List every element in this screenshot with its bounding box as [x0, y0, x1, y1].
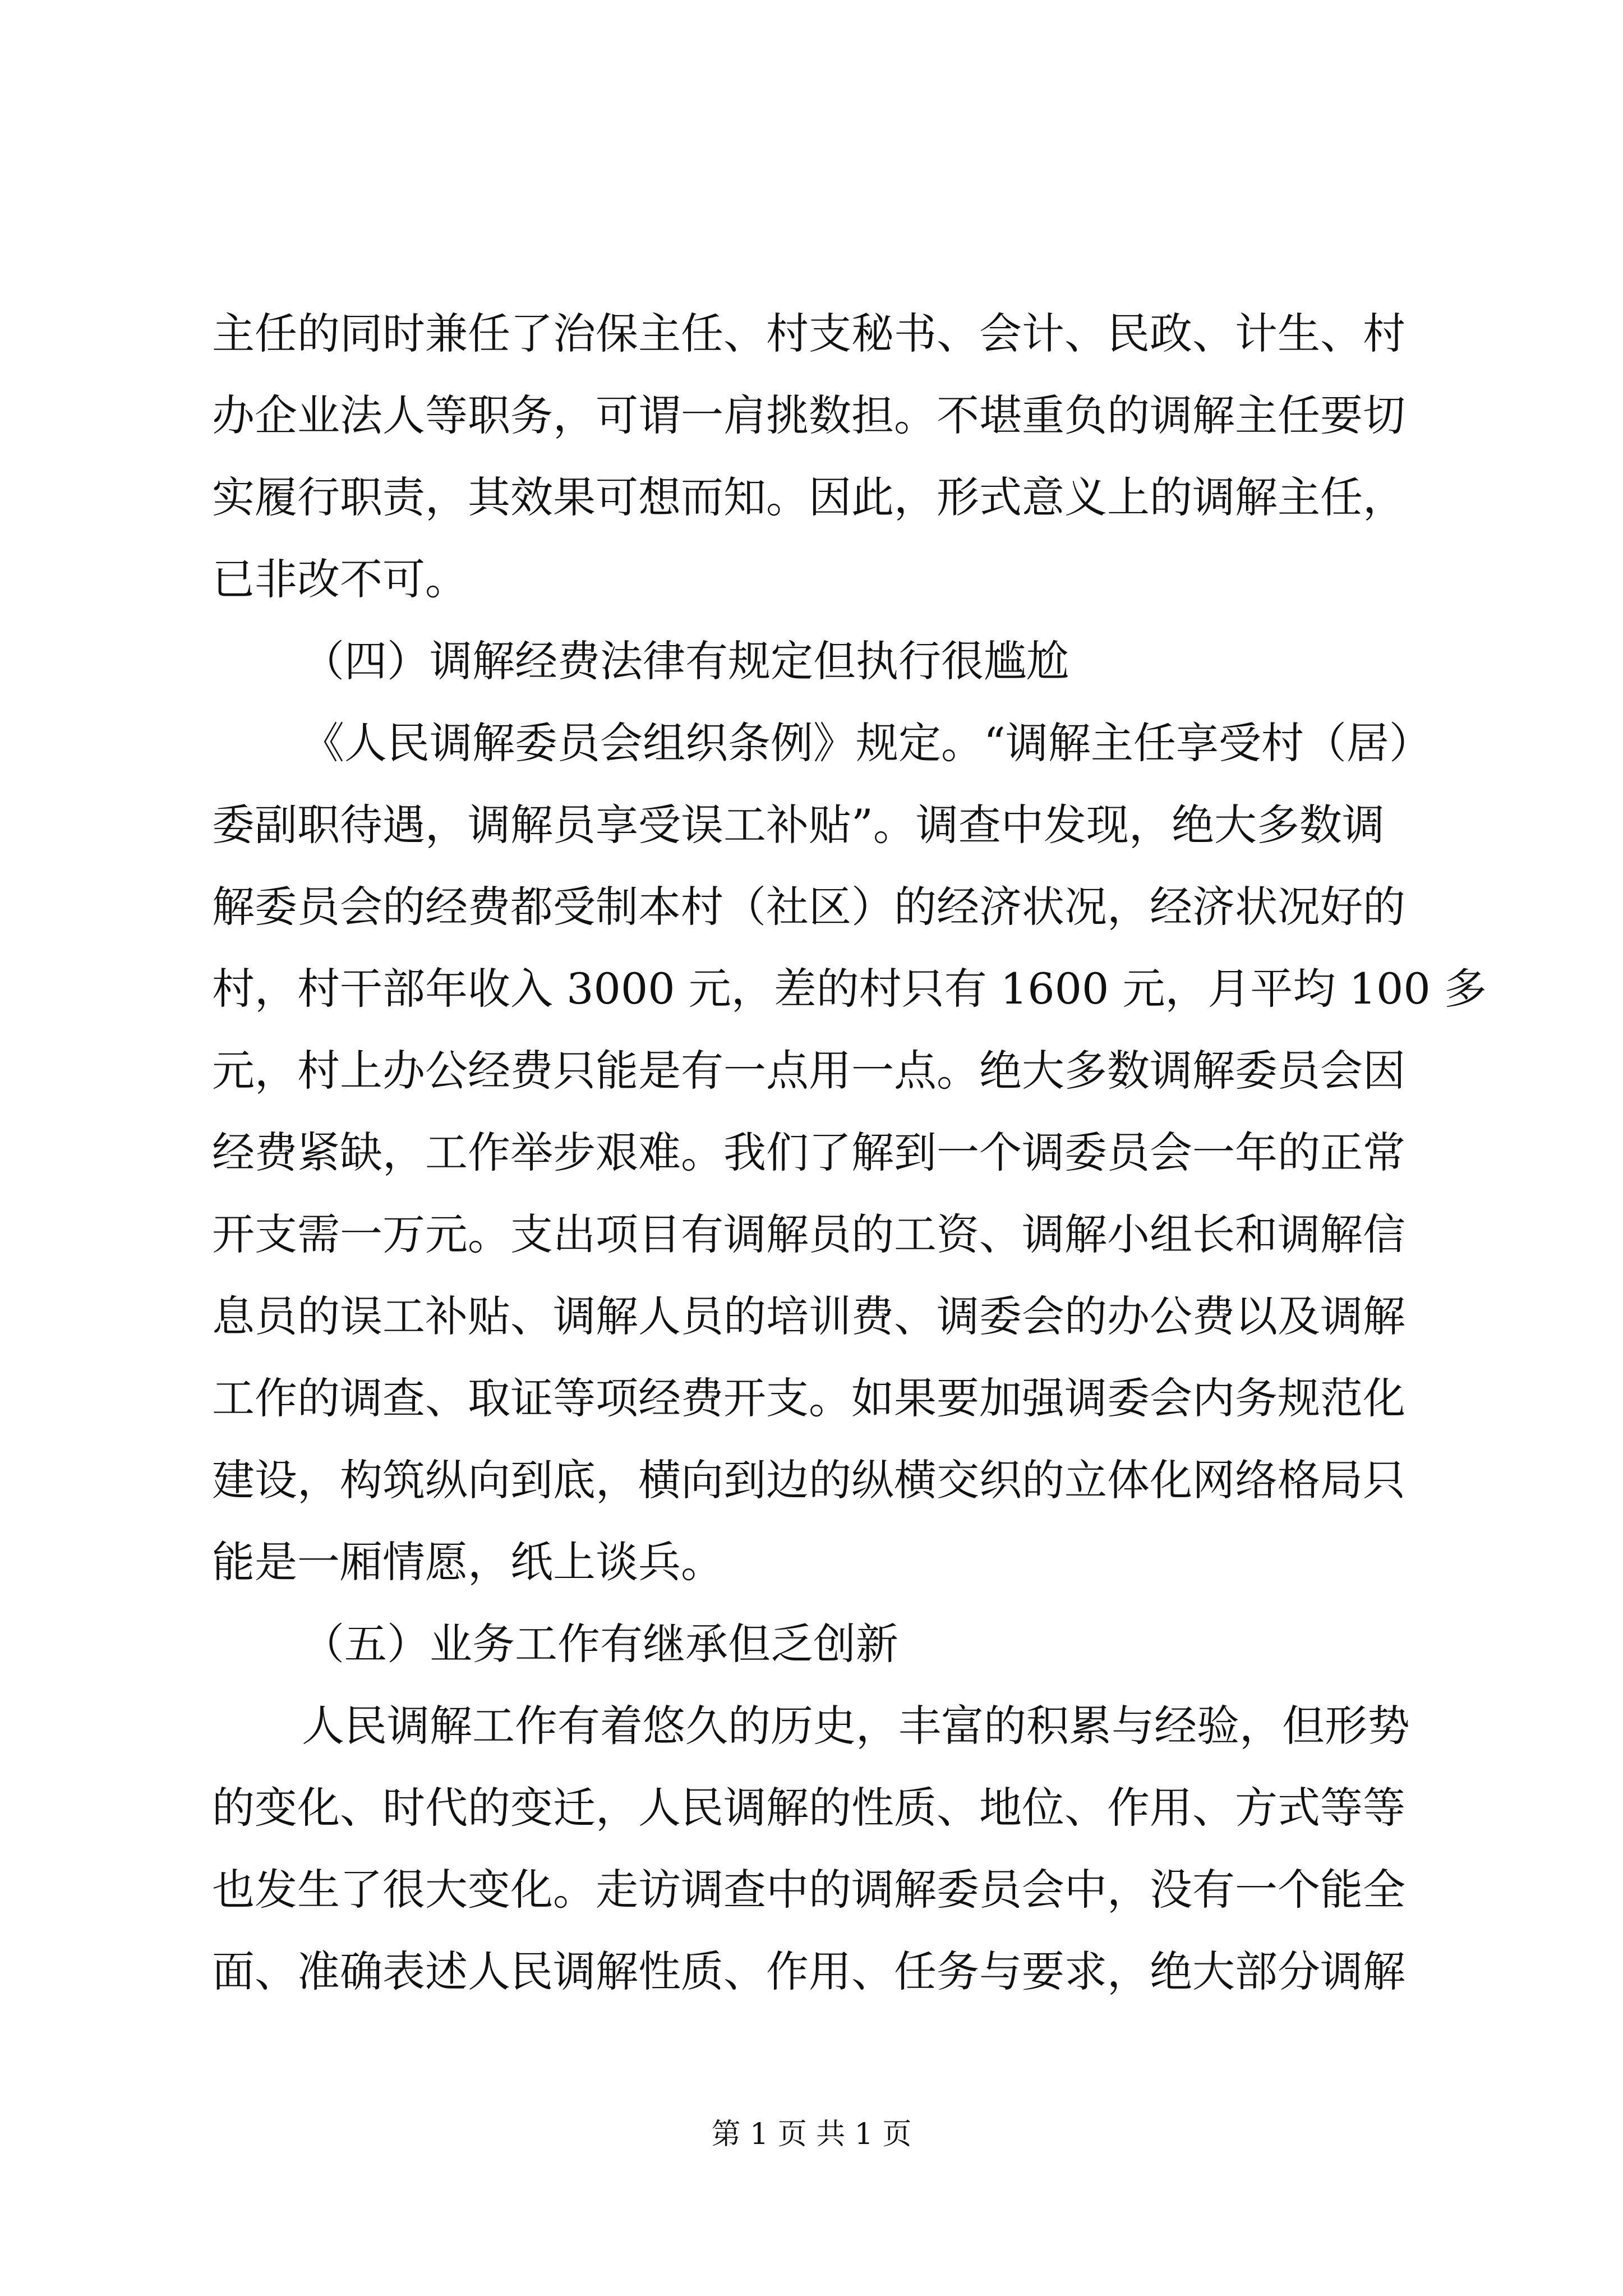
text-line: 委副职待遇，调解员享受误工补贴”。调查中发现，绝大多数调 — [212, 800, 1385, 850]
text-line: 息员的误工补贴、调解人员的培训费、调委会的办公费以及调解 — [212, 1291, 1405, 1341]
section-heading: （五）业务工作有继承但乏创新 — [302, 1619, 898, 1669]
text-line: 也发生了很大变化。走访调查中的调解委员会中，没有一个能全 — [212, 1865, 1405, 1915]
text-line: 经费紧缺，工作举步艰难。我们了解到一个调委员会一年的正常 — [212, 1128, 1405, 1177]
page-footer: 第 1 页 共 1 页 — [711, 2118, 912, 2151]
section-heading: （四）调解经费法律有规定但执行很尴尬 — [302, 636, 1069, 686]
text-line: 元，村上办公经费只能是有一点用一点。绝大多数调解委员会因 — [212, 1046, 1405, 1096]
text-line: 人民调解工作有着悠久的历史，丰富的积累与经验，但形势 — [302, 1701, 1410, 1751]
text-line: 工作的调查、取证等项经费开支。如果要加强调委会内务规范化 — [212, 1373, 1405, 1423]
text-line: 解委员会的经费都受制本村（社区）的经济状况，经济状况好的 — [212, 882, 1405, 932]
text-line: 能是一厢情愿，纸上谈兵。 — [212, 1537, 723, 1587]
text-line: 建设，构筑纵向到底，横向到边的纵横交织的立体化网络格局只 — [212, 1455, 1405, 1505]
text-line: 面、准确表述人民调解性质、作用、任务与要求，绝大部分调解 — [212, 1947, 1405, 1996]
text-line: 已非改不可。 — [212, 554, 468, 604]
text-line: 办企业法人等职务，可谓一肩挑数担。不堪重负的调解主任要切 — [212, 390, 1405, 440]
text-line: 村，村干部年收入 3000 元，差的村只有 1600 元，月平均 100 多 — [212, 964, 1487, 1014]
text-line: 主任的同时兼任了治保主任、村支秘书、会计、民政、计生、村 — [212, 309, 1405, 358]
text-line: 的变化、时代的变迁，人民调解的性质、地位、作用、方式等等 — [212, 1783, 1405, 1833]
text-line: 开支需一万元。支出项目有调解员的工资、调解小组长和调解信 — [212, 1209, 1405, 1259]
text-line: 《人民调解委员会组织条例》规定。“调解主任享受村（居） — [302, 718, 1432, 768]
text-line: 实履行职责，其效果可想而知。因此，形式意义上的调解主任， — [212, 472, 1405, 522]
